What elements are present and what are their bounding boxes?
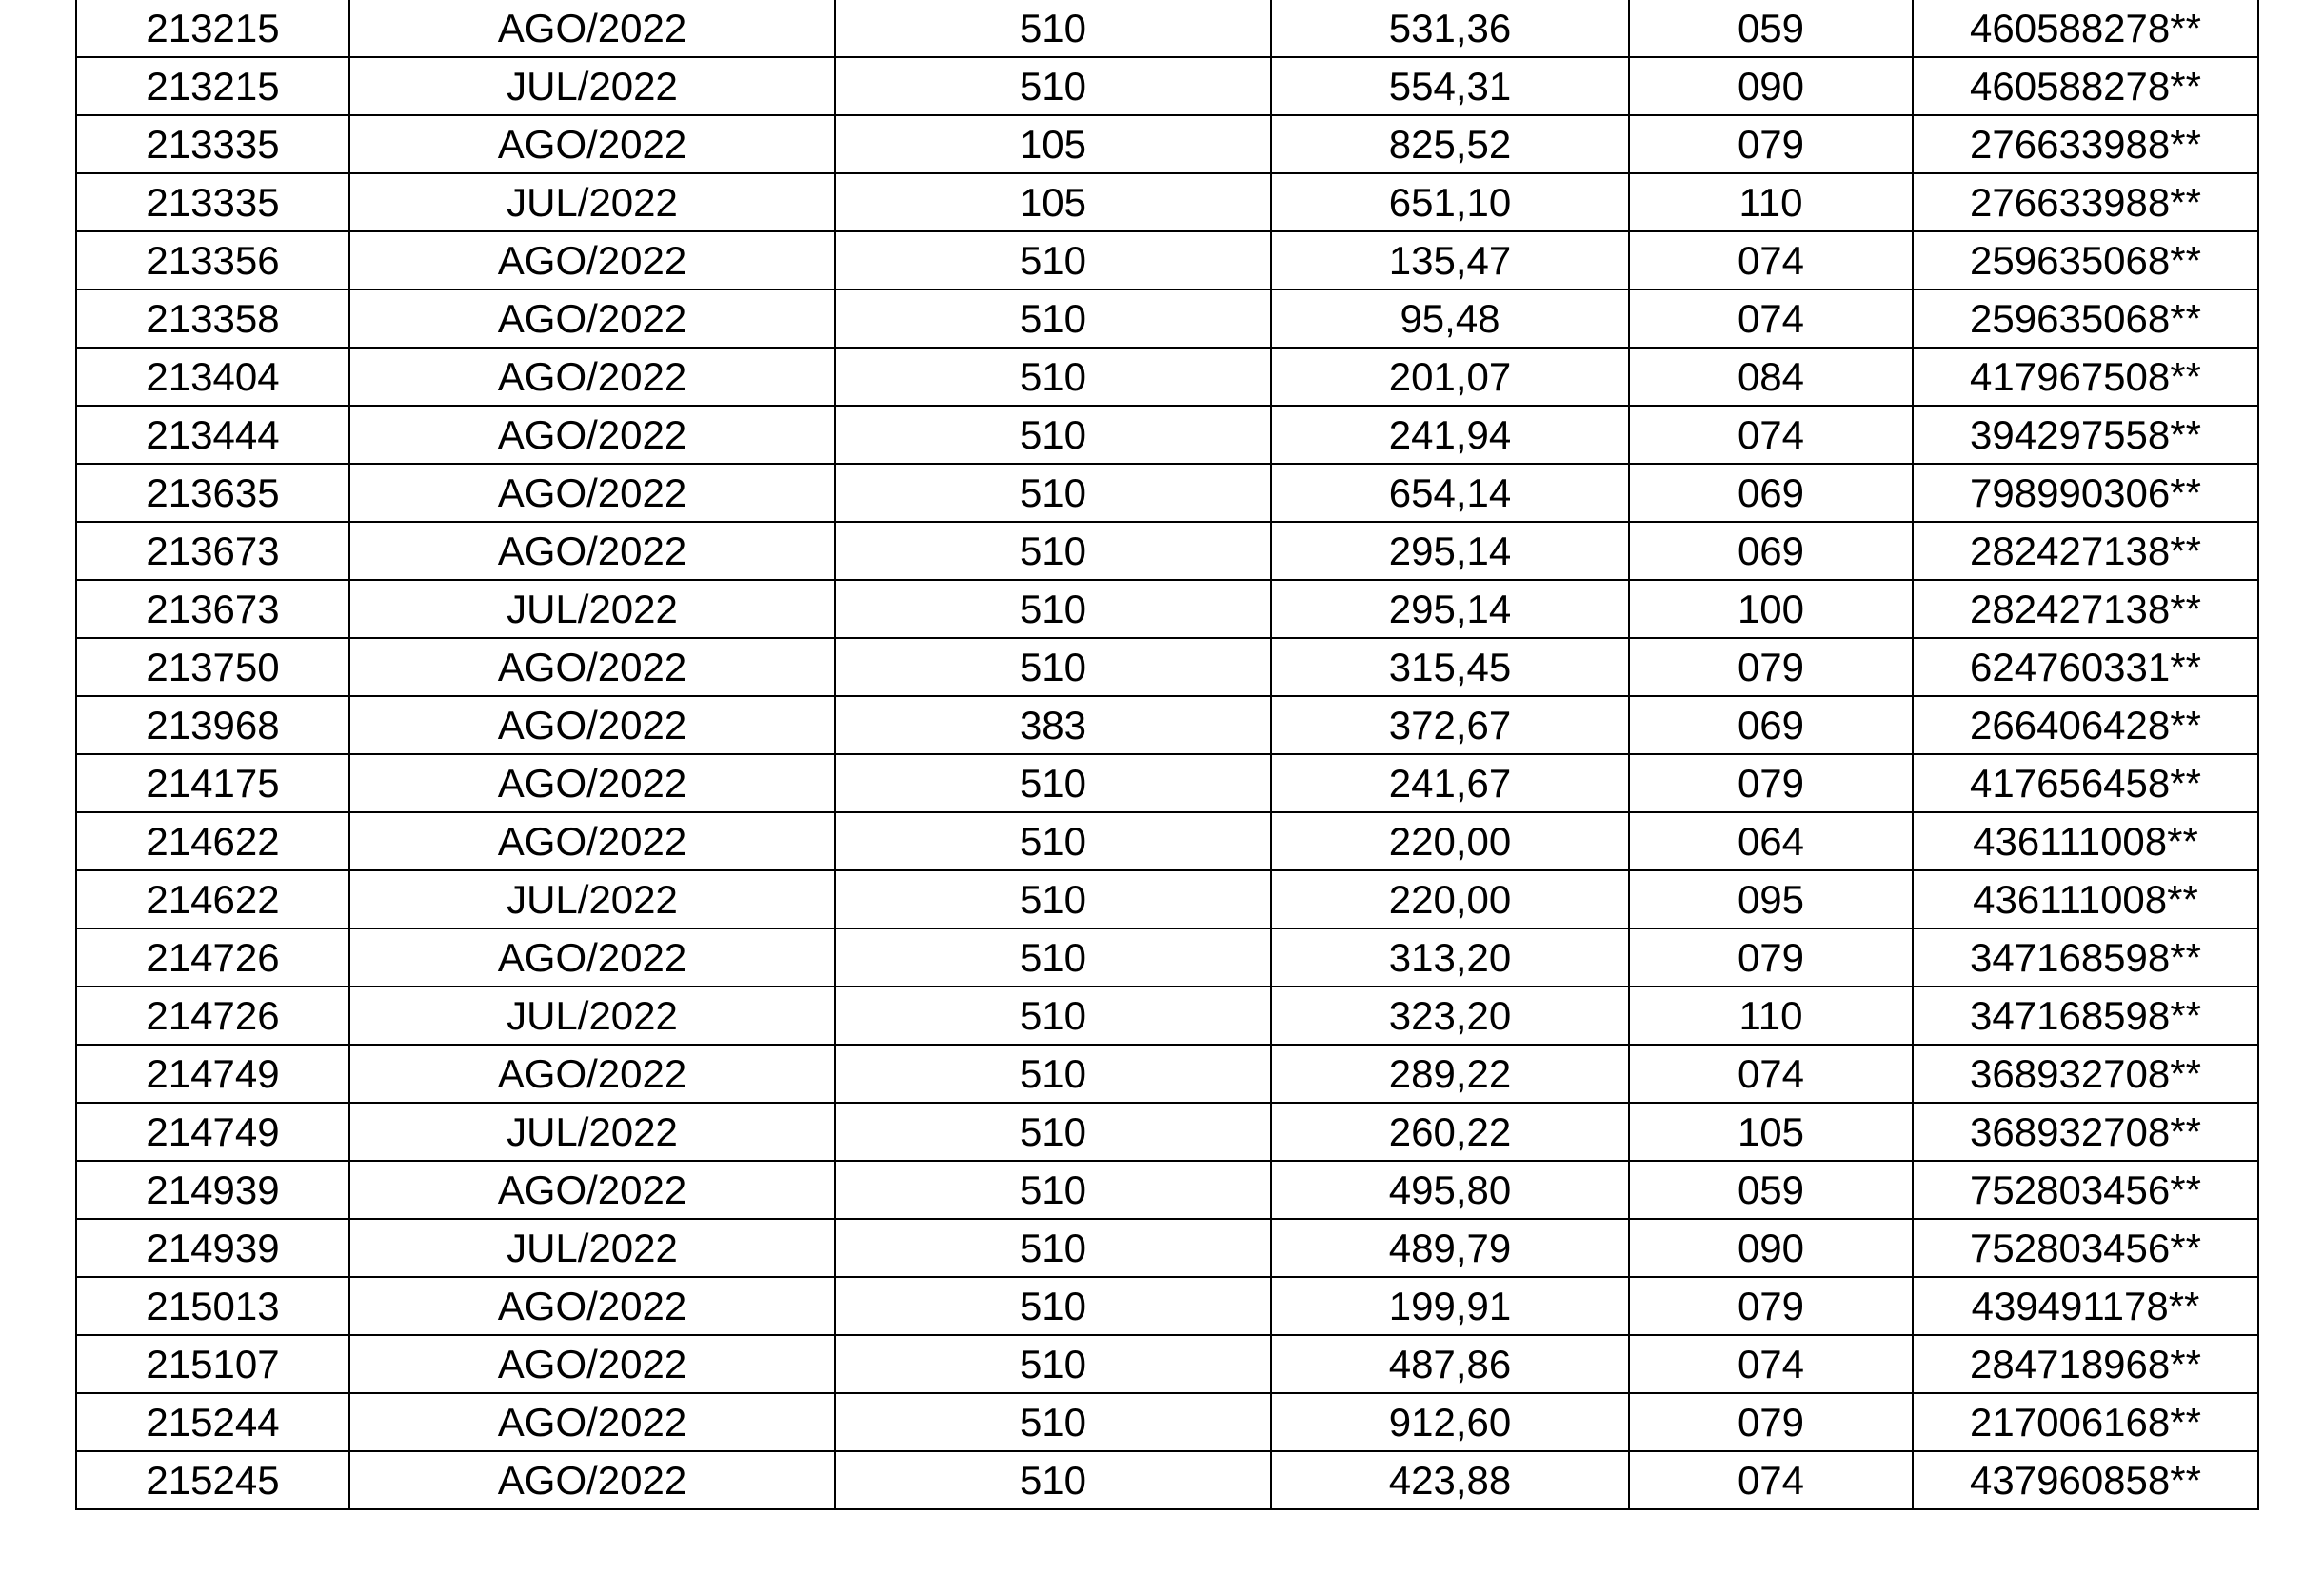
table-cell: 260,22 bbox=[1271, 1103, 1629, 1161]
table-cell: 214939 bbox=[76, 1219, 349, 1277]
table-cell: 383 bbox=[835, 696, 1271, 754]
table-row bbox=[76, 870, 2258, 928]
table-cell: 510 bbox=[835, 1161, 1271, 1219]
table-cell: 220,00 bbox=[1271, 812, 1629, 870]
table-row bbox=[76, 1335, 2258, 1393]
table-cell: AGO/2022 bbox=[349, 696, 835, 754]
table-cell: 259635068** bbox=[1913, 231, 2258, 289]
table-cell: 079 bbox=[1629, 754, 1913, 812]
table-cell: JUL/2022 bbox=[349, 580, 835, 638]
table-cell: 215107 bbox=[76, 1335, 349, 1393]
table-cell: 284718968** bbox=[1913, 1335, 2258, 1393]
table-row bbox=[76, 522, 2258, 580]
table-cell: 436111008** bbox=[1913, 812, 2258, 870]
table-row bbox=[76, 812, 2258, 870]
table-cell: JUL/2022 bbox=[349, 173, 835, 231]
table-cell: AGO/2022 bbox=[349, 115, 835, 173]
table-cell: 213673 bbox=[76, 522, 349, 580]
table-cell: 510 bbox=[835, 522, 1271, 580]
table-cell: 394297558** bbox=[1913, 406, 2258, 464]
data-table-body bbox=[76, 0, 2258, 1509]
table-cell: 417967508** bbox=[1913, 348, 2258, 406]
table-cell: 495,80 bbox=[1271, 1161, 1629, 1219]
table-cell: 510 bbox=[835, 1103, 1271, 1161]
table-cell: 510 bbox=[835, 870, 1271, 928]
table-cell: 110 bbox=[1629, 173, 1913, 231]
table-cell: 074 bbox=[1629, 1451, 1913, 1509]
table-cell: 368932708** bbox=[1913, 1045, 2258, 1103]
table-cell: 090 bbox=[1629, 57, 1913, 115]
table-row bbox=[76, 348, 2258, 406]
table-cell: 074 bbox=[1629, 406, 1913, 464]
table-cell: AGO/2022 bbox=[349, 638, 835, 696]
table-row bbox=[76, 0, 2258, 57]
table-cell: 214622 bbox=[76, 870, 349, 928]
table-cell: 217006168** bbox=[1913, 1393, 2258, 1451]
table-cell: 084 bbox=[1629, 348, 1913, 406]
table-cell: 510 bbox=[835, 1219, 1271, 1277]
table-cell: 213444 bbox=[76, 406, 349, 464]
table-cell: 276633988** bbox=[1913, 115, 2258, 173]
table-cell: 213635 bbox=[76, 464, 349, 522]
table-cell: 266406428** bbox=[1913, 696, 2258, 754]
table-cell: 372,67 bbox=[1271, 696, 1629, 754]
table-cell: 213335 bbox=[76, 173, 349, 231]
table-cell: 105 bbox=[835, 173, 1271, 231]
table-cell: 510 bbox=[835, 289, 1271, 348]
table-row bbox=[76, 696, 2258, 754]
table-row bbox=[76, 289, 2258, 348]
table-cell: 510 bbox=[835, 928, 1271, 987]
table-cell: 752803456** bbox=[1913, 1219, 2258, 1277]
table-cell: AGO/2022 bbox=[349, 1335, 835, 1393]
table-cell: 059 bbox=[1629, 1161, 1913, 1219]
table-cell: 510 bbox=[835, 638, 1271, 696]
table-cell: AGO/2022 bbox=[349, 464, 835, 522]
table-cell: 241,94 bbox=[1271, 406, 1629, 464]
table-cell: 282427138** bbox=[1913, 522, 2258, 580]
table-row bbox=[76, 580, 2258, 638]
table-cell: 213968 bbox=[76, 696, 349, 754]
table-cell: 510 bbox=[835, 1451, 1271, 1509]
table-cell: AGO/2022 bbox=[349, 1277, 835, 1335]
table-cell: AGO/2022 bbox=[349, 812, 835, 870]
table-cell: 368932708** bbox=[1913, 1103, 2258, 1161]
table-cell: 323,20 bbox=[1271, 987, 1629, 1045]
table-cell: 510 bbox=[835, 754, 1271, 812]
table-cell: 213358 bbox=[76, 289, 349, 348]
table-cell: 074 bbox=[1629, 1045, 1913, 1103]
table-cell: 295,14 bbox=[1271, 580, 1629, 638]
table-cell: 489,79 bbox=[1271, 1219, 1629, 1277]
table-cell: 460588278** bbox=[1913, 57, 2258, 115]
table-cell: AGO/2022 bbox=[349, 1451, 835, 1509]
table-cell: 090 bbox=[1629, 1219, 1913, 1277]
table-cell: 487,86 bbox=[1271, 1335, 1629, 1393]
table-cell: 074 bbox=[1629, 1335, 1913, 1393]
table-cell: 315,45 bbox=[1271, 638, 1629, 696]
table-cell: 531,36 bbox=[1271, 0, 1629, 57]
table-cell: 437960858** bbox=[1913, 1451, 2258, 1509]
table-cell: AGO/2022 bbox=[349, 0, 835, 57]
table-cell: 460588278** bbox=[1913, 0, 2258, 57]
table-row bbox=[76, 464, 2258, 522]
table-cell: 069 bbox=[1629, 464, 1913, 522]
table-cell: 510 bbox=[835, 1045, 1271, 1103]
table-cell: 510 bbox=[835, 57, 1271, 115]
table-row bbox=[76, 638, 2258, 696]
table-cell: JUL/2022 bbox=[349, 1103, 835, 1161]
data-table bbox=[75, 0, 2259, 1510]
table-cell: JUL/2022 bbox=[349, 987, 835, 1045]
table-cell: 825,52 bbox=[1271, 115, 1629, 173]
table-cell: 064 bbox=[1629, 812, 1913, 870]
table-row bbox=[76, 1277, 2258, 1335]
table-row bbox=[76, 1393, 2258, 1451]
table-cell: 100 bbox=[1629, 580, 1913, 638]
table-cell: 074 bbox=[1629, 231, 1913, 289]
table-cell: 798990306** bbox=[1913, 464, 2258, 522]
table-row bbox=[76, 754, 2258, 812]
table-cell: 215013 bbox=[76, 1277, 349, 1335]
table-cell: 554,31 bbox=[1271, 57, 1629, 115]
table-cell: 215244 bbox=[76, 1393, 349, 1451]
table-cell: 752803456** bbox=[1913, 1161, 2258, 1219]
table-cell: 347168598** bbox=[1913, 928, 2258, 987]
table-cell: 313,20 bbox=[1271, 928, 1629, 987]
table-cell: 095 bbox=[1629, 870, 1913, 928]
table-cell: 105 bbox=[1629, 1103, 1913, 1161]
table-row bbox=[76, 1451, 2258, 1509]
table-cell: 289,22 bbox=[1271, 1045, 1629, 1103]
table-cell: 213335 bbox=[76, 115, 349, 173]
table-cell: AGO/2022 bbox=[349, 289, 835, 348]
table-cell: 510 bbox=[835, 987, 1271, 1045]
table-cell: 079 bbox=[1629, 1393, 1913, 1451]
table-row bbox=[76, 173, 2258, 231]
table-cell: 213215 bbox=[76, 0, 349, 57]
table-cell: 213673 bbox=[76, 580, 349, 638]
table-cell: 213750 bbox=[76, 638, 349, 696]
table-cell: AGO/2022 bbox=[349, 522, 835, 580]
table-cell: AGO/2022 bbox=[349, 231, 835, 289]
table-cell: 069 bbox=[1629, 696, 1913, 754]
table-cell: 213356 bbox=[76, 231, 349, 289]
table-cell: 220,00 bbox=[1271, 870, 1629, 928]
table-cell: 624760331** bbox=[1913, 638, 2258, 696]
table-cell: 436111008** bbox=[1913, 870, 2258, 928]
table-cell: 417656458** bbox=[1913, 754, 2258, 812]
table-cell: 651,10 bbox=[1271, 173, 1629, 231]
table-row bbox=[76, 987, 2258, 1045]
table-row bbox=[76, 231, 2258, 289]
table-cell: AGO/2022 bbox=[349, 754, 835, 812]
table-cell: 282427138** bbox=[1913, 580, 2258, 638]
table-cell: 214749 bbox=[76, 1045, 349, 1103]
table-cell: 201,07 bbox=[1271, 348, 1629, 406]
table-cell: 95,48 bbox=[1271, 289, 1629, 348]
table-cell: JUL/2022 bbox=[349, 1219, 835, 1277]
table-cell: 510 bbox=[835, 812, 1271, 870]
table-cell: 105 bbox=[835, 115, 1271, 173]
table-cell: 423,88 bbox=[1271, 1451, 1629, 1509]
table-cell: 510 bbox=[835, 1335, 1271, 1393]
table-cell: AGO/2022 bbox=[349, 928, 835, 987]
table-cell: 276633988** bbox=[1913, 173, 2258, 231]
table-cell: 213215 bbox=[76, 57, 349, 115]
table-cell: AGO/2022 bbox=[349, 406, 835, 464]
table-cell: 510 bbox=[835, 464, 1271, 522]
table-cell: 135,47 bbox=[1271, 231, 1629, 289]
table-cell: JUL/2022 bbox=[349, 57, 835, 115]
table-cell: 215245 bbox=[76, 1451, 349, 1509]
table-cell: 214939 bbox=[76, 1161, 349, 1219]
table-row bbox=[76, 1045, 2258, 1103]
table-cell: 214726 bbox=[76, 987, 349, 1045]
table-cell: 214622 bbox=[76, 812, 349, 870]
table-cell: 079 bbox=[1629, 115, 1913, 173]
table-cell: 214749 bbox=[76, 1103, 349, 1161]
table-cell: 199,91 bbox=[1271, 1277, 1629, 1335]
table-cell: 510 bbox=[835, 348, 1271, 406]
table-cell: 510 bbox=[835, 0, 1271, 57]
document-page bbox=[75, 0, 2257, 1510]
table-cell: AGO/2022 bbox=[349, 1045, 835, 1103]
table-row bbox=[76, 1103, 2258, 1161]
table-cell: 510 bbox=[835, 406, 1271, 464]
table-row bbox=[76, 928, 2258, 987]
table-row bbox=[76, 1161, 2258, 1219]
table-cell: AGO/2022 bbox=[349, 348, 835, 406]
table-row bbox=[76, 115, 2258, 173]
table-cell: 079 bbox=[1629, 1277, 1913, 1335]
table-cell: 259635068** bbox=[1913, 289, 2258, 348]
table-cell: 213404 bbox=[76, 348, 349, 406]
table-cell: 654,14 bbox=[1271, 464, 1629, 522]
table-cell: 110 bbox=[1629, 987, 1913, 1045]
table-cell: AGO/2022 bbox=[349, 1161, 835, 1219]
table-cell: 079 bbox=[1629, 638, 1913, 696]
table-cell: 074 bbox=[1629, 289, 1913, 348]
table-cell: 079 bbox=[1629, 928, 1913, 987]
table-cell: AGO/2022 bbox=[349, 1393, 835, 1451]
table-cell: 241,67 bbox=[1271, 754, 1629, 812]
table-cell: 069 bbox=[1629, 522, 1913, 580]
table-row bbox=[76, 1219, 2258, 1277]
table-cell: 214175 bbox=[76, 754, 349, 812]
table-cell: 912,60 bbox=[1271, 1393, 1629, 1451]
table-cell: 510 bbox=[835, 580, 1271, 638]
table-cell: 214726 bbox=[76, 928, 349, 987]
table-cell: 295,14 bbox=[1271, 522, 1629, 580]
table-cell: 439491178** bbox=[1913, 1277, 2258, 1335]
table-cell: 510 bbox=[835, 231, 1271, 289]
table-cell: 510 bbox=[835, 1393, 1271, 1451]
table-cell: 059 bbox=[1629, 0, 1913, 57]
table-cell: 347168598** bbox=[1913, 987, 2258, 1045]
table-row bbox=[76, 57, 2258, 115]
table-cell: JUL/2022 bbox=[349, 870, 835, 928]
table-cell: 510 bbox=[835, 1277, 1271, 1335]
table-row bbox=[76, 406, 2258, 464]
